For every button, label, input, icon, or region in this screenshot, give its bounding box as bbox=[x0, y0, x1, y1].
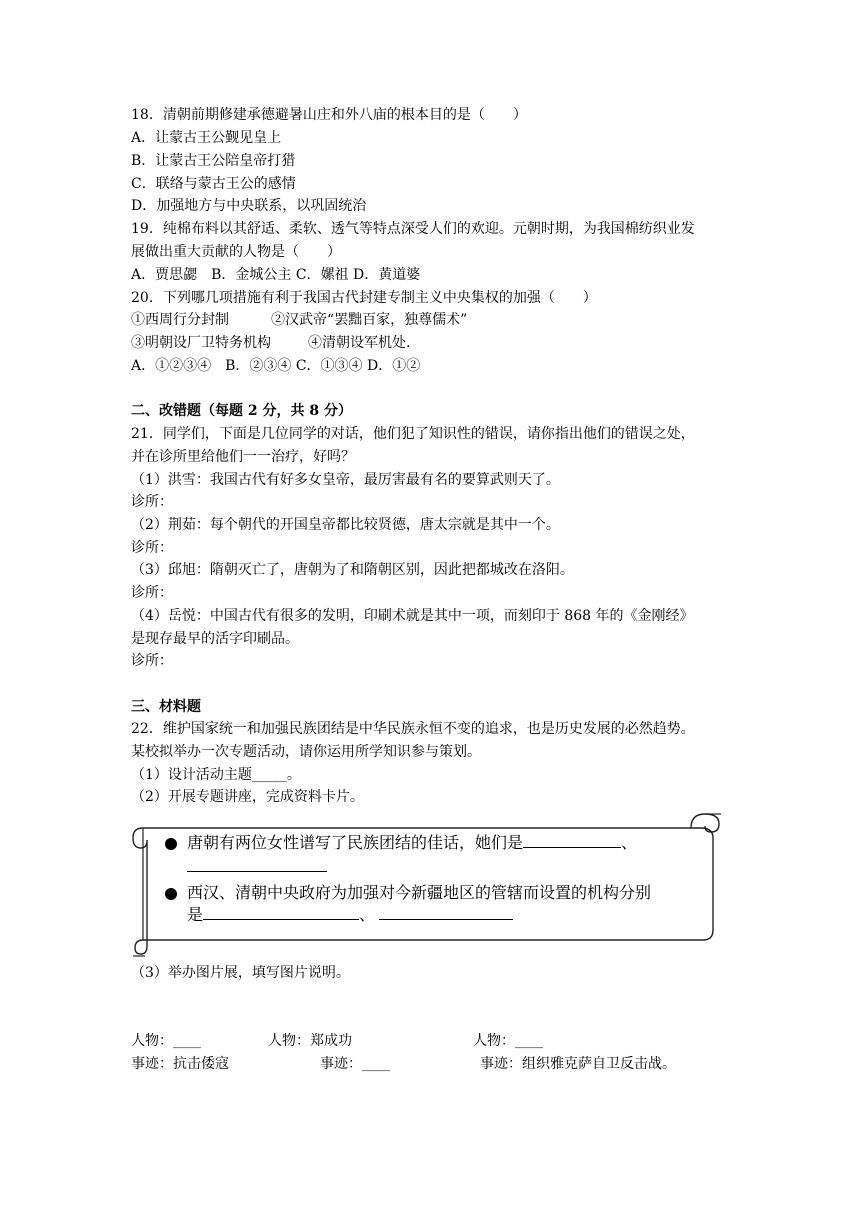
q22-sub-2: （2）开展专题讲座，完成资料卡片。 bbox=[131, 789, 364, 805]
q21-item-1: （1）洪雪：我国古代有好多女皇帝，最厉害最有名的要算武则天了。 bbox=[131, 472, 560, 488]
q20-stem: 20．下列哪几项措施有利于我国古代封建专制主义中央集权的加强（ ） bbox=[131, 290, 597, 306]
card-line-2: 西汉、清朝中央政府为加强对今新疆地区的管辖而设置的机构分别 bbox=[187, 883, 652, 902]
q18-option-c: C．联络与蒙古王公的感情 bbox=[131, 176, 296, 192]
q22-sub-3: （3）举办图片展，填写图片说明。 bbox=[131, 965, 350, 981]
caption-person-1: 人物：____ bbox=[131, 1033, 201, 1049]
q21-item-3: （3）邱旭：隋朝灭亡了，唐朝为了和隋朝区别，因此把都城改在洛阳。 bbox=[131, 562, 574, 578]
caption-person-2: 人物：郑成功 bbox=[268, 1033, 352, 1049]
q18-option-a: A．让蒙古王公觐见皇上 bbox=[131, 130, 282, 146]
q19-stem-line2: 展做出重大贡献的人物是（ ） bbox=[131, 244, 341, 260]
card-blank-3 bbox=[203, 905, 359, 920]
q20-option-2: ②汉武帝“罢黜百家，独尊儒术” bbox=[271, 312, 468, 328]
q21-diagnosis-1: 诊所： bbox=[131, 494, 173, 510]
card-line-1-continuation bbox=[187, 856, 327, 878]
caption-deed-1: 事迹：抗击倭寇 bbox=[131, 1056, 229, 1072]
card-blank-4 bbox=[379, 905, 513, 920]
q21-stem-line2: 并在诊所里给他们一一治疗，好吗？ bbox=[131, 449, 355, 465]
card-bullet-2 bbox=[165, 888, 177, 900]
q18-option-b: B．让蒙古王公陪皇帝打猎 bbox=[131, 153, 296, 169]
q21-diagnosis-4: 诊所： bbox=[131, 653, 173, 669]
info-card-scroll bbox=[131, 808, 723, 958]
q21-item-4-line2: 是现存最早的活字印刷品。 bbox=[131, 631, 299, 647]
card-line-3-separator: 、 bbox=[359, 905, 376, 924]
q20-option-4: ④清朝设军机处. bbox=[308, 335, 411, 351]
q18-stem: 18．清朝前期修建承德避暑山庄和外八庙的根本目的是（ ） bbox=[131, 107, 527, 123]
section2-heading: 二、改错题（每题 2 分，共 8 分） bbox=[131, 403, 352, 419]
caption-deed-2: 事迹：____ bbox=[320, 1056, 390, 1072]
q21-item-2: （2）荆茹：每个朝代的开国皇帝都比较贤德，唐太宗就是其中一个。 bbox=[131, 517, 560, 533]
card-bullet-1 bbox=[165, 838, 177, 850]
q22-stem-line1: 22．维护国家统一和加强民族团结是中华民族永恒不变的追求，也是历史发展的必然趋势。 bbox=[131, 721, 695, 737]
card-line-3-lead: 是 bbox=[187, 905, 204, 924]
q22-sub-1: （1）设计活动主题_____。 bbox=[131, 767, 301, 783]
q21-diagnosis-3: 诊所： bbox=[131, 585, 173, 601]
q19-stem-line1: 19．纯棉布料以其舒适、柔软、透气等特点深受人们的欢迎。元朝时期，为我国棉纺织业发 bbox=[131, 221, 695, 237]
card-blank-1 bbox=[523, 833, 621, 848]
card-blank-2 bbox=[187, 857, 327, 872]
q18-option-d: D．加强地方与中央联系，以巩固统治 bbox=[131, 198, 367, 214]
section3-heading: 三、材料题 bbox=[131, 699, 201, 715]
q21-item-4-line1: （4）岳悦：中国古代有很多的发明，印刷术就是其中一项，而刻印于 868 年的《金刚经》 bbox=[131, 608, 694, 624]
caption-deed-3: 事迹：组织雅克萨自卫反击战。 bbox=[480, 1056, 676, 1072]
q21-stem-line1: 21．同学们，下面是几位同学的对话，他们犯了知识性的错误，请你指出他们的错误之处， bbox=[131, 426, 695, 442]
card-line-1-separator: 、 bbox=[621, 833, 638, 852]
card-line-1-text: 唐朝有两位女性谱写了民族团结的佳话，她们是 bbox=[187, 833, 524, 852]
caption-person-3: 人物：____ bbox=[473, 1033, 543, 1049]
q19-options: A．贾思勰 B．金城公主 C．嫘祖 D．黄道婆 bbox=[131, 267, 421, 283]
card-line-3 bbox=[187, 904, 513, 926]
q20-option-3: ③明朝设厂卫特务机构 bbox=[131, 335, 271, 351]
card-line-1 bbox=[187, 832, 637, 854]
q20-choices: A．①②③④ B．②③④ C．①③④ D．①② bbox=[131, 358, 421, 374]
q22-stem-line2: 某校拟举办一次专题活动，请你运用所学知识参与策划。 bbox=[131, 744, 481, 760]
q20-option-1: ①西周行分封制 bbox=[131, 312, 229, 328]
q21-diagnosis-2: 诊所： bbox=[131, 540, 173, 556]
